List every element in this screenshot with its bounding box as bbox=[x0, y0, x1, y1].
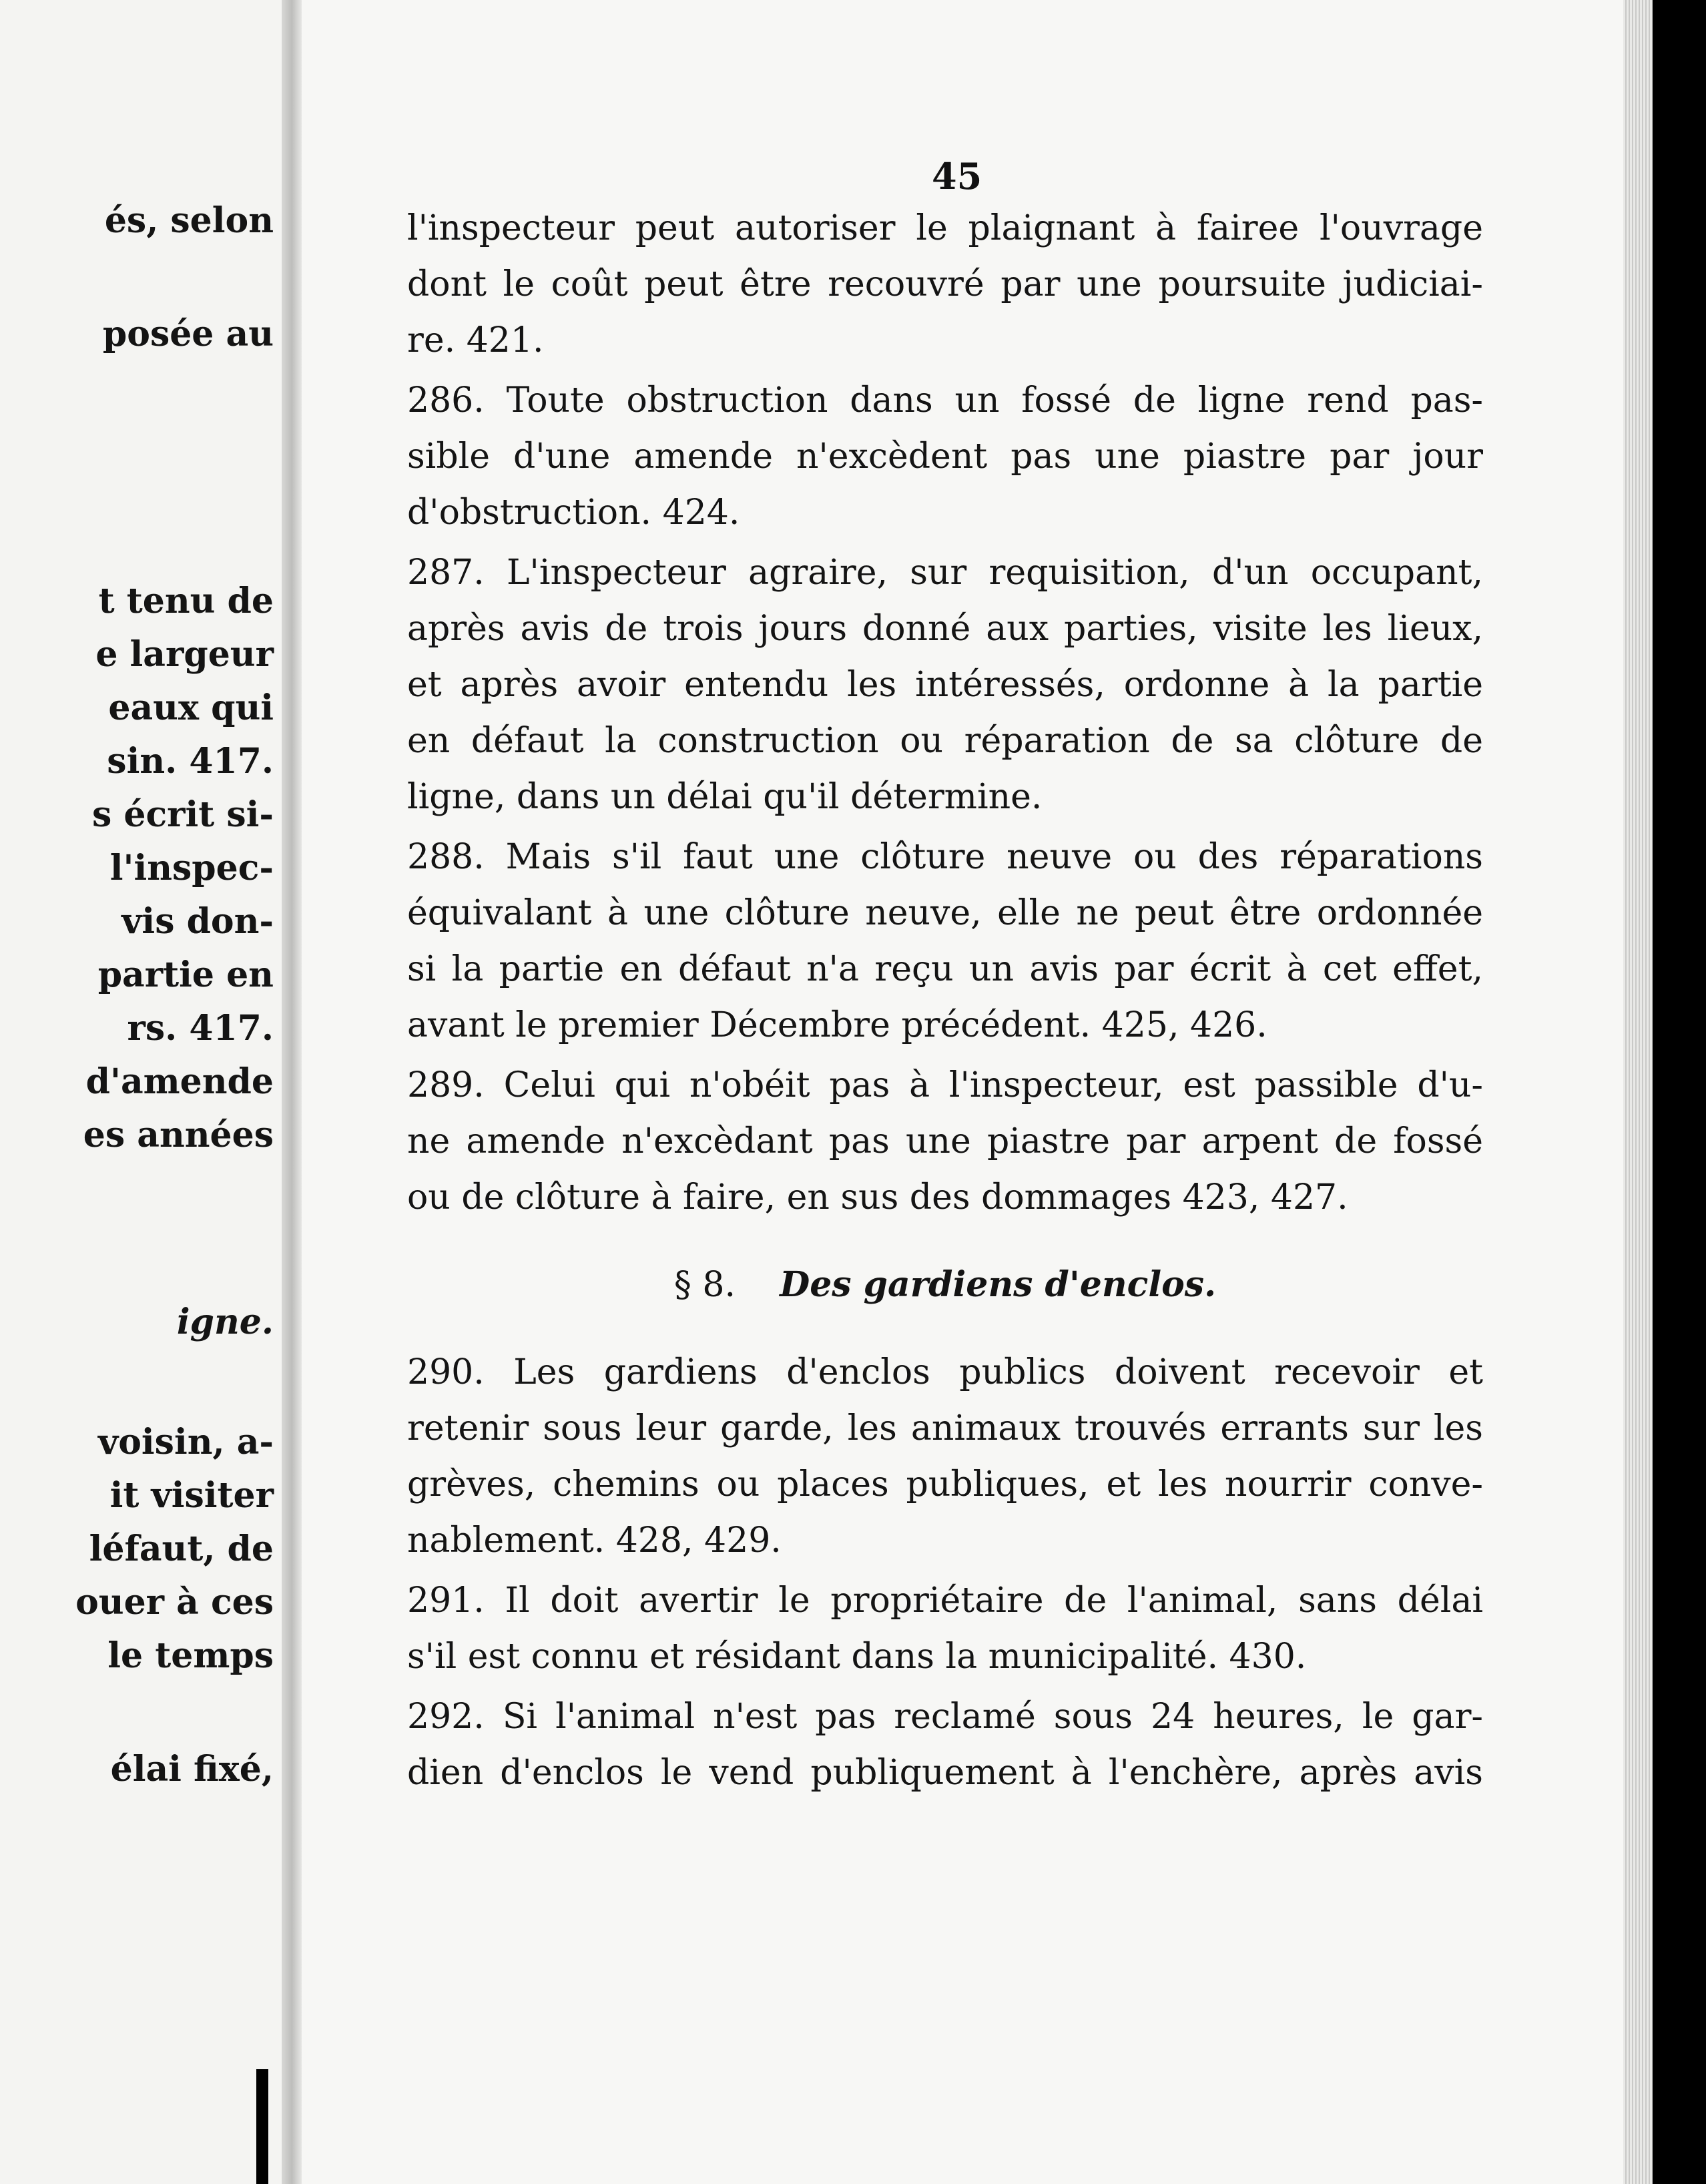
previous-page-line: ouer à ces bbox=[75, 1582, 274, 1623]
text-line: dont le coût peut être recouvré par une poursuite judiciai- bbox=[407, 264, 1483, 304]
paragraphs-before-heading bbox=[407, 200, 1483, 1225]
text-line: 292. Si l'animal n'est pas reclamé sous 24 heures, le gar- bbox=[407, 1697, 1483, 1737]
previous-page-line: e largeur bbox=[95, 634, 274, 675]
previous-page-line: it visiter bbox=[109, 1475, 274, 1516]
previous-page-line: partie en bbox=[97, 954, 274, 995]
text-line: 287. L'inspecteur agraire, sur requisition, d'un occupant, bbox=[407, 553, 1483, 593]
text-line: 288. Mais s'il faut une clôture neuve ou des réparations bbox=[407, 837, 1483, 877]
previous-page-line: le temps bbox=[107, 1635, 274, 1676]
previous-page-line: eaux qui bbox=[108, 688, 274, 728]
paragraph bbox=[407, 1689, 1483, 1801]
paragraph bbox=[407, 1057, 1483, 1225]
text-line: ne amende n'excèdant pas une piastre par arpent de fossé bbox=[407, 1121, 1483, 1161]
text-line: l'inspecteur peut autoriser le plaignant à fairee l'ouvrage bbox=[407, 208, 1483, 248]
text-line: 286. Toute obstruction dans un fossé de ligne rend pas- bbox=[407, 380, 1483, 421]
previous-page-line: l'inspec- bbox=[109, 848, 274, 888]
text-line: et après avoir entendu les intéressés, ordonne à la partie bbox=[407, 665, 1483, 705]
previous-page-line: t tenu de bbox=[98, 581, 274, 621]
previous-page-line: s écrit si- bbox=[91, 794, 274, 835]
previous-page-line: vis don- bbox=[121, 901, 274, 942]
previous-page-line: igne. bbox=[176, 1302, 274, 1342]
page-number: 45 bbox=[932, 155, 982, 198]
paragraph bbox=[407, 1344, 1483, 1569]
page-body bbox=[407, 200, 1483, 1801]
previous-page-line: és, selon bbox=[104, 200, 274, 241]
text-line: d'obstruction. 424. bbox=[407, 493, 740, 533]
book-gutter bbox=[282, 0, 302, 2184]
section-title: Des gardiens d'enclos. bbox=[780, 1264, 1217, 1305]
text-line: re. 421. bbox=[407, 320, 544, 360]
previous-page-line: es années bbox=[83, 1115, 274, 1155]
text-line: retenir sous leur garde, les animaux trouvés errants sur les bbox=[407, 1408, 1483, 1448]
text-line: nablement. 428, 429. bbox=[407, 1521, 782, 1561]
text-line: 291. Il doit avertir le propriétaire de l'animal, sans délai bbox=[407, 1581, 1483, 1621]
previous-page-line: d'amende bbox=[85, 1061, 274, 1102]
previous-page-line: rs. 417. bbox=[127, 1008, 274, 1049]
text-line: après avis de trois jours donné aux parties, visite les lieux, bbox=[407, 609, 1483, 649]
text-line: si la partie en défaut n'a reçu un avis par écrit à cet effet, bbox=[407, 949, 1483, 989]
text-line: ligne, dans un délai qu'il détermine. bbox=[407, 777, 1043, 817]
main-page bbox=[302, 0, 1623, 2184]
paragraph bbox=[407, 372, 1483, 541]
text-line: avant le premier Décembre précédent. 425, 426. bbox=[407, 1005, 1267, 1045]
section-heading bbox=[407, 1248, 1483, 1322]
text-line: s'il est connu et résidant dans la municipalité. 430. bbox=[407, 1637, 1307, 1677]
previous-page-line: posée au bbox=[102, 314, 274, 354]
paragraph bbox=[407, 545, 1483, 825]
page-stack-edge bbox=[1623, 0, 1653, 2184]
paragraph bbox=[407, 200, 1483, 368]
text-line: grèves, chemins ou places publiques, et les nourrir conve- bbox=[407, 1464, 1483, 1505]
previous-page-fragment bbox=[0, 0, 282, 2184]
text-line: sible d'une amende n'excèdent pas une piastre par jour bbox=[407, 437, 1483, 477]
previous-page-line: sin. 417. bbox=[107, 741, 274, 782]
section-number: § 8. bbox=[673, 1265, 736, 1305]
text-line: 290. Les gardiens d'enclos publics doivent recevoir et bbox=[407, 1352, 1483, 1392]
paragraph bbox=[407, 829, 1483, 1053]
text-line: en défaut la construction ou réparation de sa clôture de bbox=[407, 721, 1483, 761]
gutter-binding-mark bbox=[256, 2069, 268, 2184]
text-line: dien d'enclos le vend publiquement à l'enchère, après avis bbox=[407, 1753, 1483, 1793]
previous-page-line: voisin, a- bbox=[98, 1422, 274, 1462]
text-line: ou de clôture à faire, en sus des dommages 423, 427. bbox=[407, 1177, 1348, 1217]
paragraphs-after-heading bbox=[407, 1344, 1483, 1801]
paragraph bbox=[407, 1573, 1483, 1685]
text-line: équivalant à une clôture neuve, elle ne peut être ordonnée bbox=[407, 893, 1483, 933]
previous-page-line: léfaut, de bbox=[89, 1529, 274, 1569]
previous-page-line: élai fixé, bbox=[110, 1749, 274, 1790]
text-line: 289. Celui qui n'obéit pas à l'inspecteur, est passible d'u- bbox=[407, 1065, 1483, 1105]
